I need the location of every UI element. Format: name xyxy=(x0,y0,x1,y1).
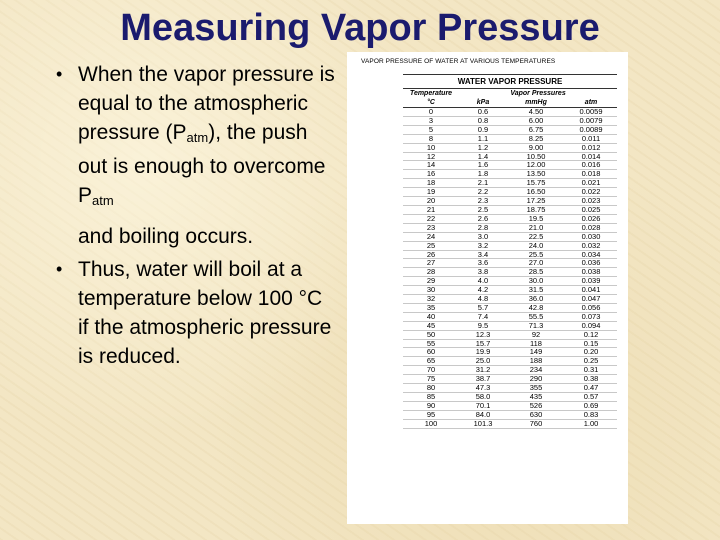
table-cell: 1.4 xyxy=(459,152,507,161)
table-cell: 1.2 xyxy=(459,143,507,152)
table-row xyxy=(403,303,617,312)
table-cell: 3.0 xyxy=(459,232,507,241)
table-cell: 84.0 xyxy=(459,410,507,419)
table-cell: 0.0079 xyxy=(565,116,617,125)
table-cell: 0.011 xyxy=(565,134,617,143)
table-cell: 0.018 xyxy=(565,170,617,179)
table-cell: 0.0089 xyxy=(565,125,617,134)
table-cell: 0.073 xyxy=(565,312,617,321)
bullet-text-part2: ), the push out is enough to overcome P xyxy=(78,121,326,207)
table-cell: 118 xyxy=(507,339,565,348)
table-cell: 0.034 xyxy=(565,250,617,259)
table-cell: 27.0 xyxy=(507,259,565,268)
table-cell: 40 xyxy=(403,312,459,321)
table-cell: 2.8 xyxy=(459,223,507,232)
table-cell: 0.83 xyxy=(565,410,617,419)
table-cell: 100 xyxy=(403,419,459,428)
table-cell: 4.0 xyxy=(459,277,507,286)
table-cell: 760 xyxy=(507,419,565,428)
bullet-dot: • xyxy=(56,64,63,84)
table-cell: 0.026 xyxy=(565,214,617,223)
table-cell: 0.38 xyxy=(565,375,617,384)
unit-header: mmHg xyxy=(507,98,565,108)
table-cell: 71.3 xyxy=(507,321,565,330)
unit-header: kPa xyxy=(459,98,507,108)
table-cell: 35 xyxy=(403,303,459,312)
bullet-dot: • xyxy=(56,259,63,279)
bullet-boiling-reduced xyxy=(52,255,337,371)
table-cell: 16 xyxy=(403,170,459,179)
table-row xyxy=(403,330,617,339)
table-cell: 14 xyxy=(403,161,459,170)
table-cell: 80 xyxy=(403,384,459,393)
table-caption: VAPOR PRESSURE OF WATER AT VARIOUS TEMPERATURES xyxy=(361,58,556,65)
table-cell: 92 xyxy=(507,330,565,339)
table-cell: 24.0 xyxy=(507,241,565,250)
table-cell: 3.4 xyxy=(459,250,507,259)
table-cell: 7.4 xyxy=(459,312,507,321)
table-cell: 22.5 xyxy=(507,232,565,241)
table-cell: 0.47 xyxy=(565,384,617,393)
table-cell: 47.3 xyxy=(459,384,507,393)
table-cell: 29 xyxy=(403,277,459,286)
table-cell: 1.00 xyxy=(565,419,617,428)
table-cell: 70.1 xyxy=(459,401,507,410)
table-cell: 234 xyxy=(507,366,565,375)
table-cell: 21.0 xyxy=(507,223,565,232)
table-cell: 0.25 xyxy=(565,357,617,366)
table-cell: 21 xyxy=(403,205,459,214)
table-cell: 30 xyxy=(403,286,459,295)
table-cell: 16.50 xyxy=(507,188,565,197)
unit-header: °C xyxy=(403,98,459,108)
table-cell: 95 xyxy=(403,410,459,419)
table-row xyxy=(403,232,617,241)
table-cell: 45 xyxy=(403,321,459,330)
table-row xyxy=(403,410,617,419)
table-cell: 0.025 xyxy=(565,205,617,214)
table-cell: 630 xyxy=(507,410,565,419)
table-cell: 0.6 xyxy=(459,108,507,117)
table-cell: 55.5 xyxy=(507,312,565,321)
table-cell: 8.25 xyxy=(507,134,565,143)
table-cell: 0.094 xyxy=(565,321,617,330)
table-cell: 2.1 xyxy=(459,179,507,188)
table-cell: 0.0059 xyxy=(565,108,617,117)
table-cell: 75 xyxy=(403,375,459,384)
table-cell: 9.00 xyxy=(507,143,565,152)
table-cell: 0.014 xyxy=(565,152,617,161)
table-cell: 70 xyxy=(403,366,459,375)
subscript-atm: atm xyxy=(92,193,114,208)
table-cell: 27 xyxy=(403,259,459,268)
table-cell: 12 xyxy=(403,152,459,161)
table-row xyxy=(403,419,617,428)
table-cell: 26 xyxy=(403,250,459,259)
table-row xyxy=(403,312,617,321)
table-cell: 10 xyxy=(403,143,459,152)
table-row xyxy=(403,116,617,125)
table-cell: 28.5 xyxy=(507,268,565,277)
table-cell: 19.9 xyxy=(459,348,507,357)
table-cell: 65 xyxy=(403,357,459,366)
table-cell: 15.75 xyxy=(507,179,565,188)
table-cell: 24 xyxy=(403,232,459,241)
table-cell: 5 xyxy=(403,125,459,134)
table-cell: 36.0 xyxy=(507,295,565,304)
table-header: WATER VAPOR PRESSURE xyxy=(403,75,617,89)
table-cell: 55 xyxy=(403,339,459,348)
table-cell: 435 xyxy=(507,393,565,402)
bullet-text-part3: and boiling occurs. xyxy=(78,225,254,248)
bullet-list xyxy=(52,60,337,371)
table-cell: 0.8 xyxy=(459,116,507,125)
table-cell: 25 xyxy=(403,241,459,250)
table-cell: 2.6 xyxy=(459,214,507,223)
table-row xyxy=(403,143,617,152)
table-cell: 25.5 xyxy=(507,250,565,259)
table-cell: 0.047 xyxy=(565,295,617,304)
table-cell: 3.8 xyxy=(459,268,507,277)
table-cell: 1.8 xyxy=(459,170,507,179)
table-cell: 60 xyxy=(403,348,459,357)
table-cell: 0.028 xyxy=(565,223,617,232)
table-cell: 50 xyxy=(403,330,459,339)
table-cell: 90 xyxy=(403,401,459,410)
table-cell: 101.3 xyxy=(459,419,507,428)
table-cell: 1.1 xyxy=(459,134,507,143)
table-cell: 32 xyxy=(403,295,459,304)
table-cell: 0.032 xyxy=(565,241,617,250)
table-cell: 17.25 xyxy=(507,197,565,206)
table-cell: 20 xyxy=(403,197,459,206)
table-cell: 0.041 xyxy=(565,286,617,295)
table-cell: 22 xyxy=(403,214,459,223)
table-cell: 3.2 xyxy=(459,241,507,250)
bullet-text: Thus, water will boil at a temperature below 100 °C if the atmospheric pressure is reduced. xyxy=(78,258,332,368)
table-cell: 19 xyxy=(403,188,459,197)
table-cell: 0.021 xyxy=(565,179,617,188)
table-cell: 9.5 xyxy=(459,321,507,330)
table-cell: 0.15 xyxy=(565,339,617,348)
table-cell: 0.57 xyxy=(565,393,617,402)
table-cell: 6.75 xyxy=(507,125,565,134)
table-cell: 30.0 xyxy=(507,277,565,286)
table-cell: 3.6 xyxy=(459,259,507,268)
table-cell: 0.022 xyxy=(565,188,617,197)
table-cell: 12.00 xyxy=(507,161,565,170)
table-cell: 25.0 xyxy=(459,357,507,366)
table-row xyxy=(403,134,617,143)
bullet-text-part1: When the vapor pressure is equal to the atmospheric pressure (P xyxy=(78,63,335,144)
table-cell: 0.20 xyxy=(565,348,617,357)
table-cell: 0.056 xyxy=(565,303,617,312)
table-row xyxy=(403,214,617,223)
table-cell: 8 xyxy=(403,134,459,143)
table-cell: 0.016 xyxy=(565,161,617,170)
table-cell: 0 xyxy=(403,108,459,117)
vapor-pressure-table-image xyxy=(347,52,628,524)
table-cell: 0.038 xyxy=(565,268,617,277)
table-cell: 42.8 xyxy=(507,303,565,312)
table-cell: 31.5 xyxy=(507,286,565,295)
table-cell: 0.9 xyxy=(459,125,507,134)
table-row xyxy=(403,125,617,134)
table-cell: 5.7 xyxy=(459,303,507,312)
table-cell: 4.50 xyxy=(507,108,565,117)
table-row xyxy=(403,223,617,232)
bullet-vapor-pressure xyxy=(52,60,337,251)
column-header-vapor-pressures: Vapor Pressures xyxy=(510,89,566,97)
unit-header: atm xyxy=(565,98,617,108)
table-cell: 13.50 xyxy=(507,170,565,179)
table-cell: 23 xyxy=(403,223,459,232)
table-body xyxy=(403,108,617,429)
table-cell: 0.036 xyxy=(565,259,617,268)
table-cell: 0.030 xyxy=(565,232,617,241)
table-cell: 0.023 xyxy=(565,197,617,206)
table-cell: 149 xyxy=(507,348,565,357)
table-cell: 4.2 xyxy=(459,286,507,295)
table-cell: 58.0 xyxy=(459,393,507,402)
table-cell: 290 xyxy=(507,375,565,384)
table-row xyxy=(403,401,617,410)
table-cell: 28 xyxy=(403,268,459,277)
table-cell: 0.039 xyxy=(565,277,617,286)
table-cell: 3 xyxy=(403,116,459,125)
column-header-temperature: Temperature xyxy=(409,89,453,97)
table-cell: 2.2 xyxy=(459,188,507,197)
table-cell: 2.5 xyxy=(459,205,507,214)
table-cell: 31.2 xyxy=(459,366,507,375)
table-cell: 18.75 xyxy=(507,205,565,214)
table-cell: 526 xyxy=(507,401,565,410)
table-cell: 19.5 xyxy=(507,214,565,223)
table-cell: 0.12 xyxy=(565,330,617,339)
table-cell: 18 xyxy=(403,179,459,188)
table-cell: 6.00 xyxy=(507,116,565,125)
table-row xyxy=(403,241,617,250)
table-cell: 188 xyxy=(507,357,565,366)
table-cell: 1.6 xyxy=(459,161,507,170)
table-row xyxy=(403,321,617,330)
table-cell: 85 xyxy=(403,393,459,402)
subscript-atm: atm xyxy=(186,130,209,145)
table-cell: 10.50 xyxy=(507,152,565,161)
table-cell: 38.7 xyxy=(459,375,507,384)
table-cell: 15.7 xyxy=(459,339,507,348)
table-cell: 4.8 xyxy=(459,295,507,304)
table-cell: 355 xyxy=(507,384,565,393)
table-cell: 0.31 xyxy=(565,366,617,375)
table-cell: 2.3 xyxy=(459,197,507,206)
vapor-pressure-table xyxy=(403,74,617,429)
table-cell: 12.3 xyxy=(459,330,507,339)
slide-title: Measuring Vapor Pressure xyxy=(120,7,600,49)
table-cell: 0.012 xyxy=(565,143,617,152)
table-cell: 0.69 xyxy=(565,401,617,410)
